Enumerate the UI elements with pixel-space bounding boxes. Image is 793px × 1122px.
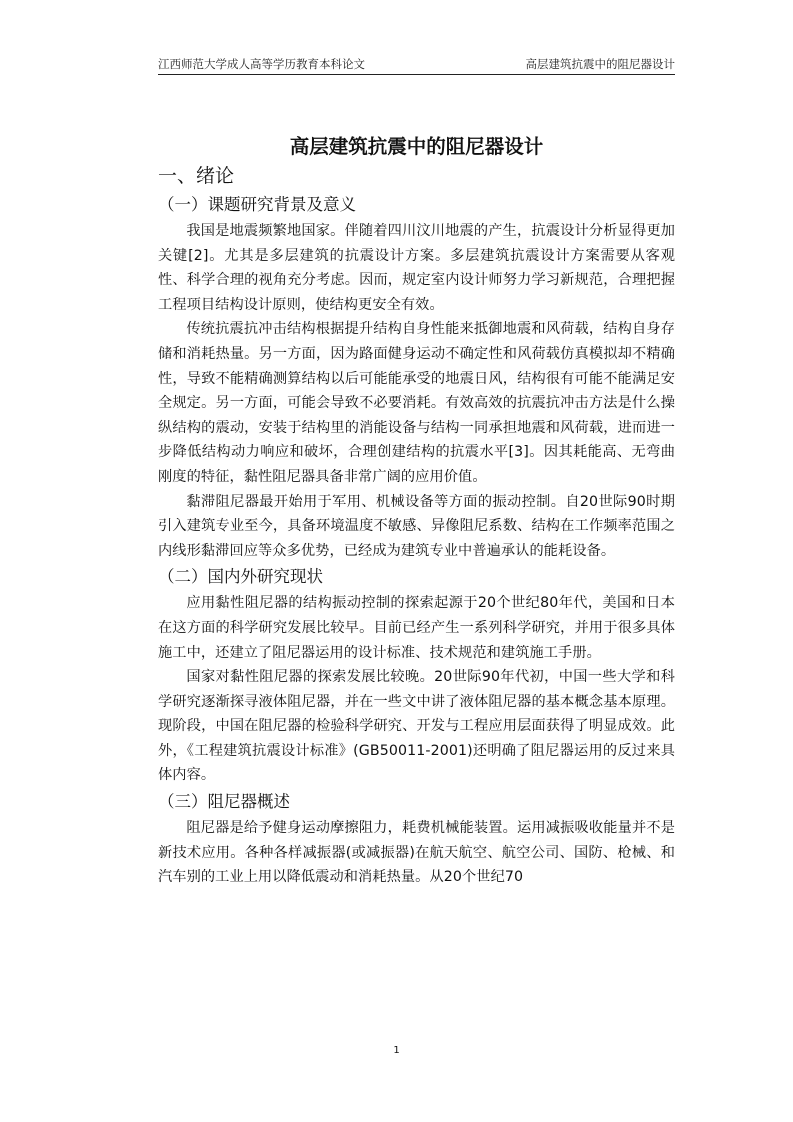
document-body (158, 132, 675, 890)
page-header (158, 54, 675, 75)
section-heading-damper-overview: （三）阻尼器概述 (158, 792, 290, 812)
header-right-text: 高层建筑抗震中的阻尼器设计 (525, 57, 675, 71)
header-left-text: 江西师范大学成人高等学历教育本科论文 (158, 57, 365, 71)
section-heading-research-status: （二）国内外研究现状 (158, 567, 323, 587)
paragraph: 阻尼器是给予健身运动摩擦阻力，耗费机械能装置。运用减振吸收能量并不是新技术应用。各种各样减振器(或减振器)在航天航空、航空公司、国防、枪械、和汽车别的工业上用以降低震动和消耗热量。从20个世纪70 (158, 820, 675, 886)
chapter-heading: 一、绪论 (158, 165, 235, 187)
paragraph: 传统抗震抗冲击结构根据提升结构自身性能来抵御地震和风荷载，结构自身存储和消耗热量。另一方面，因为路面健身运动不确定性和风荷载仿真模拟却不精确性，导致不能精确测算结构以后可能能承受的地震日风，结构很有可能不能满足安全规定。另一方面，可能会导致不必要消耗。有效高效的抗震抗冲击方法是什么操纵结构的震动，安装于结构里的消能设备与结构一同承担地震和风荷载，进而进一步降低结构动力响应和破坏，合理创建结构的抗震水平[3]。因其耗能高、无弯曲刚度的特征，黏性阻尼器具备非常广阔的应用价值。 (158, 321, 675, 485)
paragraph: 国家对黏性阻尼器的探索发展比较晚。20世际90年代初，中国一些大学和科学研究逐渐探寻液体阻尼器，并在一些文中讲了液体阻尼器的基本概念基本原理。现阶段，中国在阻尼器的检验科学研究、开发与工程应用层面获得了明显成效。此外，《工程建筑抗震设计标准》(GB50011-2001)还明确了阻尼器运用的反过来具体内容。 (158, 669, 675, 784)
page-number: 1 (393, 1045, 400, 1056)
document-title: 高层建筑抗震中的阻尼器设计 (289, 135, 544, 158)
paragraph: 黏滞阻尼器最开始用于军用、机械设备等方面的振动控制。自20世际90时期引入建筑专业至今，具备环境温度不敏感、异像阻尼系数、结构在工作频率范围之内线形黏滞回应等众多优势，已经成为建筑专业中普遍承认的能耗设备。 (158, 493, 675, 559)
section-heading-background: （一）课题研究背景及意义 (158, 195, 356, 214)
paragraph: 我国是地震频繁地国家。伴随着四川汶川地震的产生，抗震设计分析显得更加关键[2]。尤其是多层建筑的抗震设计方案。多层建筑抗震设计方案需要从客观性、科学合理的视角充分考虑。因而，规定室内设计师努力学习新规范，合理把握工程项目结构设计原则，使结构更安全有效。 (158, 223, 675, 313)
paragraph: 应用黏性阻尼器的结构振动控制的探索起源于20个世纪80年代，美国和日本在这方面的科学研究发展比较早。目前已经产生一系列科学研究，并用于很多具体施工中，还建立了阻尼器运用的设计标准、技术规范和建筑施工手册。 (158, 595, 675, 661)
